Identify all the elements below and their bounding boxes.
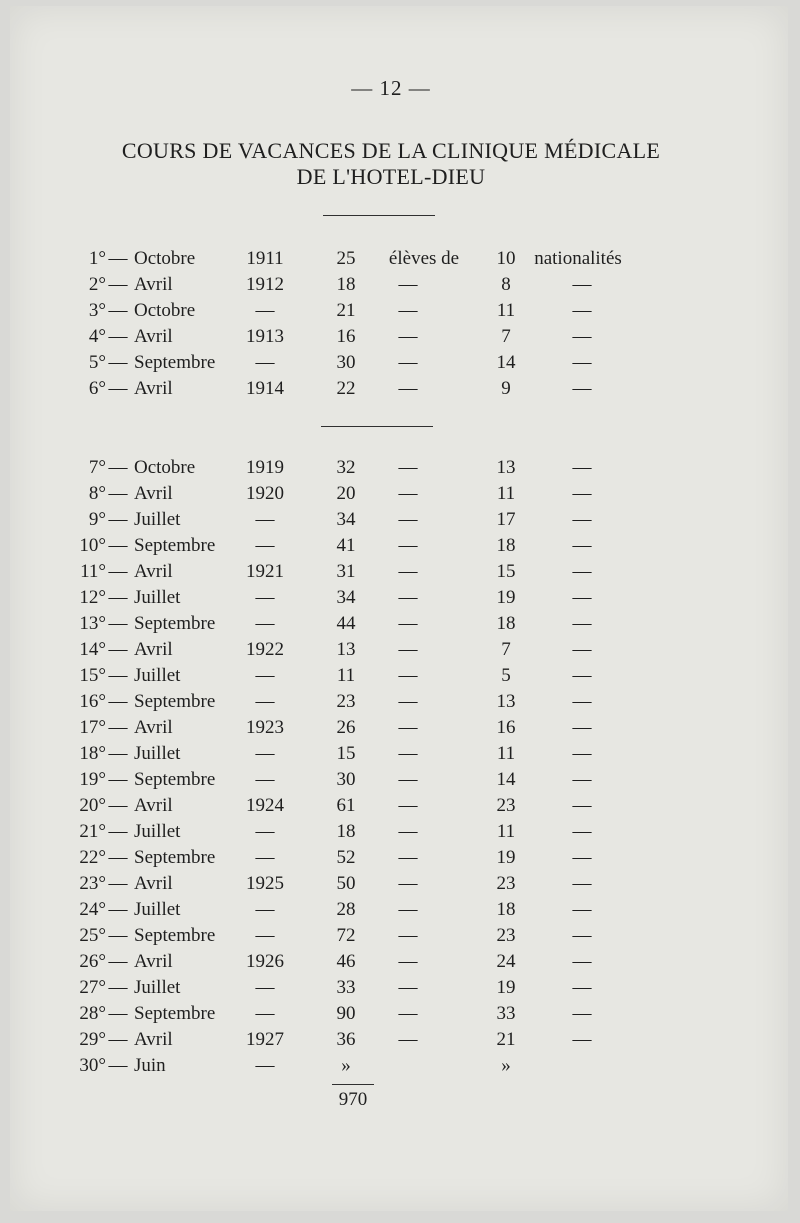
course-row	[10, 481, 788, 507]
student-count: 32	[336, 457, 356, 478]
course-month: Septembre	[134, 1003, 216, 1024]
course-month: Avril	[134, 873, 173, 894]
course-number: 30°	[79, 1055, 106, 1076]
course-number: 22°	[79, 847, 106, 868]
course-month: Avril	[134, 1029, 173, 1050]
students-ditto-mark: —	[398, 925, 418, 946]
course-row	[10, 923, 788, 949]
nationality-count: 33	[496, 1003, 516, 1024]
students-ditto-mark: —	[398, 951, 418, 972]
student-count: »	[341, 1055, 351, 1076]
course-year: —	[255, 665, 275, 686]
course-month: Avril	[134, 639, 173, 660]
students-ditto-mark: —	[398, 665, 418, 686]
course-year: 1920	[246, 483, 284, 504]
nationalities-ditto-mark: —	[572, 613, 592, 634]
course-separator: —	[108, 1055, 128, 1076]
course-row	[10, 793, 788, 819]
course-row	[10, 324, 788, 350]
course-row	[10, 298, 788, 324]
course-year: —	[255, 587, 275, 608]
course-row	[10, 663, 788, 689]
course-month: Septembre	[134, 691, 216, 712]
course-month: Avril	[134, 274, 173, 295]
nationality-count: 21	[496, 1029, 516, 1050]
course-year: —	[255, 977, 275, 998]
students-ditto-mark: —	[398, 483, 418, 504]
nationality-count: 23	[496, 925, 516, 946]
nationality-count: »	[501, 1055, 511, 1076]
students-ditto-mark: —	[398, 352, 418, 373]
course-row	[10, 1027, 788, 1053]
course-number: 17°	[79, 717, 106, 738]
course-separator: —	[108, 925, 128, 946]
course-year: —	[255, 769, 275, 790]
nationality-count: 19	[496, 587, 516, 608]
nationality-count: 14	[496, 352, 516, 373]
course-year: 1913	[246, 326, 284, 347]
nationality-count: 11	[496, 743, 516, 764]
student-count: 21	[336, 300, 356, 321]
students-ditto-mark: —	[398, 873, 418, 894]
course-month: Juillet	[134, 587, 181, 608]
course-month: Septembre	[134, 352, 216, 373]
nationality-count: 18	[496, 899, 516, 920]
student-count: 23	[336, 691, 356, 712]
course-number: 10°	[79, 535, 106, 556]
student-count: 31	[336, 561, 356, 582]
course-number: 13°	[79, 613, 106, 634]
student-count: 46	[336, 951, 356, 972]
student-count: 15	[336, 743, 356, 764]
course-row	[10, 533, 788, 559]
course-row	[10, 246, 788, 272]
nationality-count: 19	[496, 847, 516, 868]
student-count: 22	[336, 378, 356, 399]
students-ditto-mark: —	[398, 509, 418, 530]
nationalities-ditto-mark: —	[572, 483, 592, 504]
course-row	[10, 611, 788, 637]
student-count: 52	[336, 847, 356, 868]
course-month: Septembre	[134, 535, 216, 556]
nationality-count: 24	[496, 951, 516, 972]
nationalities-ditto-mark: —	[572, 561, 592, 582]
course-number: 5°	[88, 352, 106, 373]
course-month: Avril	[134, 795, 173, 816]
nationality-count: 23	[496, 795, 516, 816]
course-month: Juillet	[134, 899, 181, 920]
student-count: 13	[336, 639, 356, 660]
nationalities-ditto-mark: —	[572, 535, 592, 556]
course-row	[10, 845, 788, 871]
course-year: —	[255, 300, 275, 321]
course-separator: —	[108, 509, 128, 530]
course-number: 9°	[88, 509, 106, 530]
students-ditto-mark: —	[398, 613, 418, 634]
nationality-count: 18	[496, 613, 516, 634]
nationalities-ditto-mark: —	[572, 587, 592, 608]
student-count: 41	[336, 535, 356, 556]
nationalities-ditto-mark: —	[572, 925, 592, 946]
course-number: 26°	[79, 951, 106, 972]
document-page	[10, 6, 788, 1211]
page-number: — 12 —	[351, 76, 431, 100]
nationalities-ditto-mark: —	[572, 639, 592, 660]
course-row	[10, 455, 788, 481]
course-number: 12°	[79, 587, 106, 608]
course-separator: —	[108, 769, 128, 790]
section-separator	[321, 426, 433, 427]
course-year: —	[255, 821, 275, 842]
course-separator: —	[108, 535, 128, 556]
course-number: 14°	[79, 639, 106, 660]
course-row	[10, 819, 788, 845]
course-month: Avril	[134, 378, 173, 399]
student-count: 16	[336, 326, 356, 347]
course-year: —	[255, 613, 275, 634]
student-count: 34	[336, 509, 356, 530]
course-separator: —	[108, 691, 128, 712]
students-ditto-mark: —	[398, 378, 418, 399]
course-row	[10, 350, 788, 376]
course-separator: —	[108, 1029, 128, 1050]
course-year: —	[255, 925, 275, 946]
course-month: Avril	[134, 326, 173, 347]
nationalities-ditto-mark: —	[572, 691, 592, 712]
course-year: —	[255, 535, 275, 556]
nationalities-ditto-mark: —	[572, 352, 592, 373]
nationality-count: 16	[496, 717, 516, 738]
nationalities-ditto-mark: —	[572, 457, 592, 478]
nationalities-ditto-mark: —	[572, 769, 592, 790]
students-ditto-mark: —	[398, 326, 418, 347]
student-count: 11	[336, 665, 356, 686]
course-number: 11°	[80, 561, 106, 582]
course-month: Septembre	[134, 925, 216, 946]
nationalities-ditto-mark: —	[572, 300, 592, 321]
student-count: 33	[336, 977, 356, 998]
course-separator: —	[108, 483, 128, 504]
students-ditto-mark: —	[398, 899, 418, 920]
course-number: 2°	[88, 274, 106, 295]
student-count: 20	[336, 483, 356, 504]
nationalities-phrase: nationalités	[534, 248, 622, 269]
student-count: 90	[336, 1003, 356, 1024]
nationality-count: 19	[496, 977, 516, 998]
students-phrase: élèves de	[388, 248, 460, 269]
course-number: 28°	[79, 1003, 106, 1024]
students-ditto-mark: —	[398, 769, 418, 790]
student-count: 30	[336, 352, 356, 373]
course-number: 8°	[88, 483, 106, 504]
course-separator: —	[108, 248, 128, 269]
students-ditto-mark: —	[398, 847, 418, 868]
course-row	[10, 507, 788, 533]
course-year: 1919	[246, 457, 284, 478]
student-count: 61	[336, 795, 356, 816]
nationality-count: 11	[496, 300, 516, 321]
nationality-count: 17	[496, 509, 516, 530]
course-separator: —	[108, 378, 128, 399]
student-count: 28	[336, 899, 356, 920]
students-ditto-mark: —	[398, 561, 418, 582]
student-count: 26	[336, 717, 356, 738]
course-year: —	[255, 743, 275, 764]
student-count: 34	[336, 587, 356, 608]
course-year: 1912	[246, 274, 284, 295]
course-number: 25°	[79, 925, 106, 946]
courses-after-war	[10, 455, 788, 1079]
students-ditto-mark: —	[398, 1003, 418, 1024]
course-year: 1921	[246, 561, 284, 582]
course-month: Avril	[134, 561, 173, 582]
nationality-count: 8	[501, 274, 511, 295]
student-count: 18	[336, 821, 356, 842]
student-count: 50	[336, 873, 356, 894]
nationalities-ditto-mark: —	[572, 951, 592, 972]
course-separator: —	[108, 977, 128, 998]
course-year: —	[255, 691, 275, 712]
nationalities-ditto-mark: —	[572, 847, 592, 868]
student-count: 36	[336, 1029, 356, 1050]
nationalities-ditto-mark: —	[572, 899, 592, 920]
course-month: Avril	[134, 483, 173, 504]
course-row	[10, 767, 788, 793]
students-ditto-mark: —	[398, 1029, 418, 1050]
nationalities-ditto-mark: —	[572, 743, 592, 764]
course-separator: —	[108, 873, 128, 894]
course-number: 29°	[79, 1029, 106, 1050]
course-year: —	[255, 899, 275, 920]
students-ditto-mark: —	[398, 587, 418, 608]
course-month: Juillet	[134, 977, 181, 998]
course-row	[10, 715, 788, 741]
course-separator: —	[108, 899, 128, 920]
course-separator: —	[108, 613, 128, 634]
course-month: Septembre	[134, 769, 216, 790]
course-number: 3°	[88, 300, 106, 321]
students-ditto-mark: —	[398, 795, 418, 816]
course-separator: —	[108, 821, 128, 842]
nationalities-ditto-mark: —	[572, 1003, 592, 1024]
course-row	[10, 741, 788, 767]
course-number: 23°	[79, 873, 106, 894]
page-title	[10, 138, 772, 190]
course-row	[10, 585, 788, 611]
students-ditto-mark: —	[398, 977, 418, 998]
course-number: 16°	[79, 691, 106, 712]
course-month: Octobre	[134, 457, 196, 478]
course-separator: —	[108, 457, 128, 478]
course-month: Juillet	[134, 509, 181, 530]
course-row	[10, 1001, 788, 1027]
course-year: —	[255, 1003, 275, 1024]
course-month: Juillet	[134, 821, 181, 842]
course-month: Juillet	[134, 665, 181, 686]
course-month: Juillet	[134, 743, 181, 764]
course-row	[10, 897, 788, 923]
nationalities-ditto-mark: —	[572, 1029, 592, 1050]
course-separator: —	[108, 326, 128, 347]
nationalities-ditto-mark: —	[572, 509, 592, 530]
nationalities-ditto-mark: —	[572, 274, 592, 295]
course-row	[10, 1053, 788, 1079]
students-ditto-mark: —	[398, 717, 418, 738]
nationalities-ditto-mark: —	[572, 717, 592, 738]
course-number: 15°	[79, 665, 106, 686]
nationality-count: 11	[496, 821, 516, 842]
students-ditto-mark: —	[398, 691, 418, 712]
course-number: 24°	[79, 899, 106, 920]
course-month: Avril	[134, 951, 173, 972]
course-year: 1914	[246, 378, 284, 399]
courses-before-war	[10, 246, 788, 402]
course-year: 1911	[246, 248, 284, 269]
course-separator: —	[108, 352, 128, 373]
students-ditto-mark: —	[398, 743, 418, 764]
course-year: —	[255, 1055, 275, 1076]
nationalities-ditto-mark: —	[572, 977, 592, 998]
course-month: Septembre	[134, 847, 216, 868]
title-line-2: DE L'HOTEL-DIEU	[296, 164, 486, 189]
course-separator: —	[108, 587, 128, 608]
nationality-count: 13	[496, 457, 516, 478]
course-number: 6°	[88, 378, 106, 399]
nationality-count: 5	[501, 665, 511, 686]
course-row	[10, 272, 788, 298]
course-number: 19°	[79, 769, 106, 790]
course-separator: —	[108, 561, 128, 582]
course-number: 18°	[79, 743, 106, 764]
course-row	[10, 975, 788, 1001]
nationalities-ditto-mark: —	[572, 821, 592, 842]
nationalities-ditto-mark: —	[572, 873, 592, 894]
course-separator: —	[108, 951, 128, 972]
course-separator: —	[108, 300, 128, 321]
course-year: 1923	[246, 717, 284, 738]
title-line-1: COURS DE VACANCES DE LA CLINIQUE MÉDICALE	[121, 138, 661, 163]
course-month: Juin	[134, 1055, 166, 1076]
students-ditto-mark: —	[398, 274, 418, 295]
course-row	[10, 689, 788, 715]
course-month: Septembre	[134, 613, 216, 634]
students-ditto-mark: —	[398, 639, 418, 660]
student-count: 25	[336, 248, 356, 269]
course-year: 1926	[246, 951, 284, 972]
student-total: 970	[338, 1089, 368, 1110]
course-number: 21°	[79, 821, 106, 842]
course-number: 20°	[79, 795, 106, 816]
nationality-count: 18	[496, 535, 516, 556]
course-row	[10, 559, 788, 585]
course-separator: —	[108, 847, 128, 868]
nationality-count: 15	[496, 561, 516, 582]
course-year: —	[255, 352, 275, 373]
course-separator: —	[108, 717, 128, 738]
course-number: 27°	[79, 977, 106, 998]
nationalities-ditto-mark: —	[572, 665, 592, 686]
students-ditto-mark: —	[398, 300, 418, 321]
course-month: Octobre	[134, 248, 196, 269]
course-separator: —	[108, 795, 128, 816]
nationalities-ditto-mark: —	[572, 795, 592, 816]
course-month: Octobre	[134, 300, 196, 321]
students-ditto-mark: —	[398, 457, 418, 478]
student-count: 44	[336, 613, 356, 634]
course-separator: —	[108, 665, 128, 686]
course-row	[10, 949, 788, 975]
student-count: 18	[336, 274, 356, 295]
total-separator	[332, 1084, 374, 1085]
course-separator: —	[108, 1003, 128, 1024]
course-year: 1927	[246, 1029, 284, 1050]
course-separator: —	[108, 639, 128, 660]
student-count: 30	[336, 769, 356, 790]
nationality-count: 7	[501, 326, 511, 347]
nationalities-ditto-mark: —	[572, 378, 592, 399]
student-count: 72	[336, 925, 356, 946]
course-year: —	[255, 847, 275, 868]
course-row	[10, 871, 788, 897]
title-separator	[323, 215, 435, 216]
course-year: 1922	[246, 639, 284, 660]
course-month: Avril	[134, 717, 173, 738]
course-separator: —	[108, 274, 128, 295]
course-year: 1924	[246, 795, 284, 816]
course-separator: —	[108, 743, 128, 764]
nationality-count: 7	[501, 639, 511, 660]
nationality-count: 14	[496, 769, 516, 790]
course-year: 1925	[246, 873, 284, 894]
nationalities-ditto-mark: —	[572, 326, 592, 347]
nationality-count: 11	[496, 483, 516, 504]
students-ditto-mark: —	[398, 535, 418, 556]
course-number: 1°	[88, 248, 106, 269]
course-row	[10, 376, 788, 402]
nationality-count: 23	[496, 873, 516, 894]
students-ditto-mark: —	[398, 821, 418, 842]
course-year: —	[255, 509, 275, 530]
course-number: 7°	[88, 457, 106, 478]
course-number: 4°	[88, 326, 106, 347]
nationality-count: 10	[496, 248, 516, 269]
course-row	[10, 637, 788, 663]
nationality-count: 9	[501, 378, 511, 399]
nationality-count: 13	[496, 691, 516, 712]
